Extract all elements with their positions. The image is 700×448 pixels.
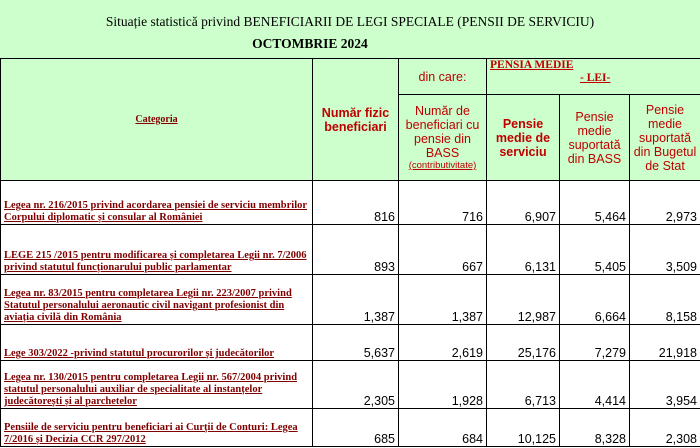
row-numar-bass: 684 (399, 409, 487, 447)
statistics-table (0, 58, 700, 447)
row-numar-bass: 716 (399, 181, 487, 225)
header-pensie-bass: Pensie medie suportată din BASS (560, 95, 630, 181)
row-pensie-buget: 3,509 (630, 225, 700, 275)
header-pensie-medie-serviciu: Pensie medie de serviciu (487, 95, 560, 181)
row-pensie-medie: 6,907 (487, 181, 560, 225)
report-period: OCTOMBRIE 2024 (252, 36, 368, 51)
header-contributivitate: (contributivitate) (408, 160, 477, 171)
header-pensia-medie (487, 59, 700, 95)
header-pensia-medie-label: PENSIA MEDIE (490, 59, 574, 71)
row-pensie-bass: 7,279 (560, 325, 630, 361)
row-numar-bass: 1,928 (399, 361, 487, 409)
row-pensie-buget: 21,918 (630, 325, 700, 361)
row-numar-bass: 2,619 (399, 325, 487, 361)
row-categoria: Lege 303/2022 -privind statutul procurorilor și judecătorilor (1, 325, 313, 361)
row-pensie-medie: 12,987 (487, 275, 560, 325)
header-din-care: din care: (399, 59, 487, 95)
header-numar-bass-label: Număr de beneficiari cu pensie din BASS (405, 104, 480, 160)
table-row (1, 275, 700, 325)
table-row (1, 325, 700, 361)
row-pensie-bass: 5,464 (560, 181, 630, 225)
header-pensie-buget: Pensie medie suportată din Bugetul de Stat (630, 95, 700, 181)
row-pensie-medie: 25,176 (487, 325, 560, 361)
row-pensie-medie: 10,125 (487, 409, 560, 447)
row-numar-fizic: 816 (313, 181, 399, 225)
row-categoria: Pensiile de serviciu pentru beneficiari ai Curții de Conturi: Legea 7/2016 și Decizia CCR 297/2012 (1, 409, 313, 447)
table-row (1, 409, 700, 447)
row-categoria: Legea nr. 83/2015 pentru completarea Legii nr. 223/2007 privind Statutul personalului aeronautic civil navigant profesionist din aviația civilă din România (1, 275, 313, 325)
row-pensie-bass: 5,405 (560, 225, 630, 275)
row-pensie-bass: 4,414 (560, 361, 630, 409)
table-row (1, 181, 700, 225)
header-numar-fizic: Număr fizic beneficiari (313, 59, 399, 181)
row-numar-fizic: 893 (313, 225, 399, 275)
row-pensie-bass: 8,328 (560, 409, 630, 447)
report-title: Situație statistică privind BENEFICIARII DE LEGI SPECIALE (PENSII DE SERVICIU) (105, 14, 595, 29)
row-pensie-buget: 2,308 (630, 409, 700, 447)
header-lei-label: - LEI- (580, 72, 611, 84)
row-categoria: LEGE 215 /2015 pentru modificarea și completarea Legii nr. 7/2006 privind statutul funcționarului public parlamentar (1, 225, 313, 275)
row-categoria: Legea nr. 216/2015 privind acordarea pensiei de serviciu membrilor Corpului diplomatic și consular al României (1, 181, 313, 225)
row-numar-fizic: 2,305 (313, 361, 399, 409)
row-numar-bass: 667 (399, 225, 487, 275)
row-pensie-buget: 2,973 (630, 181, 700, 225)
table-row (1, 361, 700, 409)
row-numar-fizic: 5,637 (313, 325, 399, 361)
title-band (0, 0, 700, 58)
header-numar-bass (399, 95, 487, 181)
row-pensie-medie: 6,131 (487, 225, 560, 275)
row-numar-fizic: 1,387 (313, 275, 399, 325)
row-pensie-buget: 8,158 (630, 275, 700, 325)
table-row (1, 225, 700, 275)
header-categoria: Categoria (1, 59, 313, 181)
row-numar-fizic: 685 (313, 409, 399, 447)
row-pensie-medie: 6,713 (487, 361, 560, 409)
row-numar-bass: 1,387 (399, 275, 487, 325)
row-pensie-buget: 3,954 (630, 361, 700, 409)
row-categoria: Legea nr. 130/2015 pentru completarea Legii nr. 567/2004 privind statutul personalului auxiliar de specialitate al instanțelor judecătorești și al parchetelor (1, 361, 313, 409)
row-pensie-bass: 6,664 (560, 275, 630, 325)
